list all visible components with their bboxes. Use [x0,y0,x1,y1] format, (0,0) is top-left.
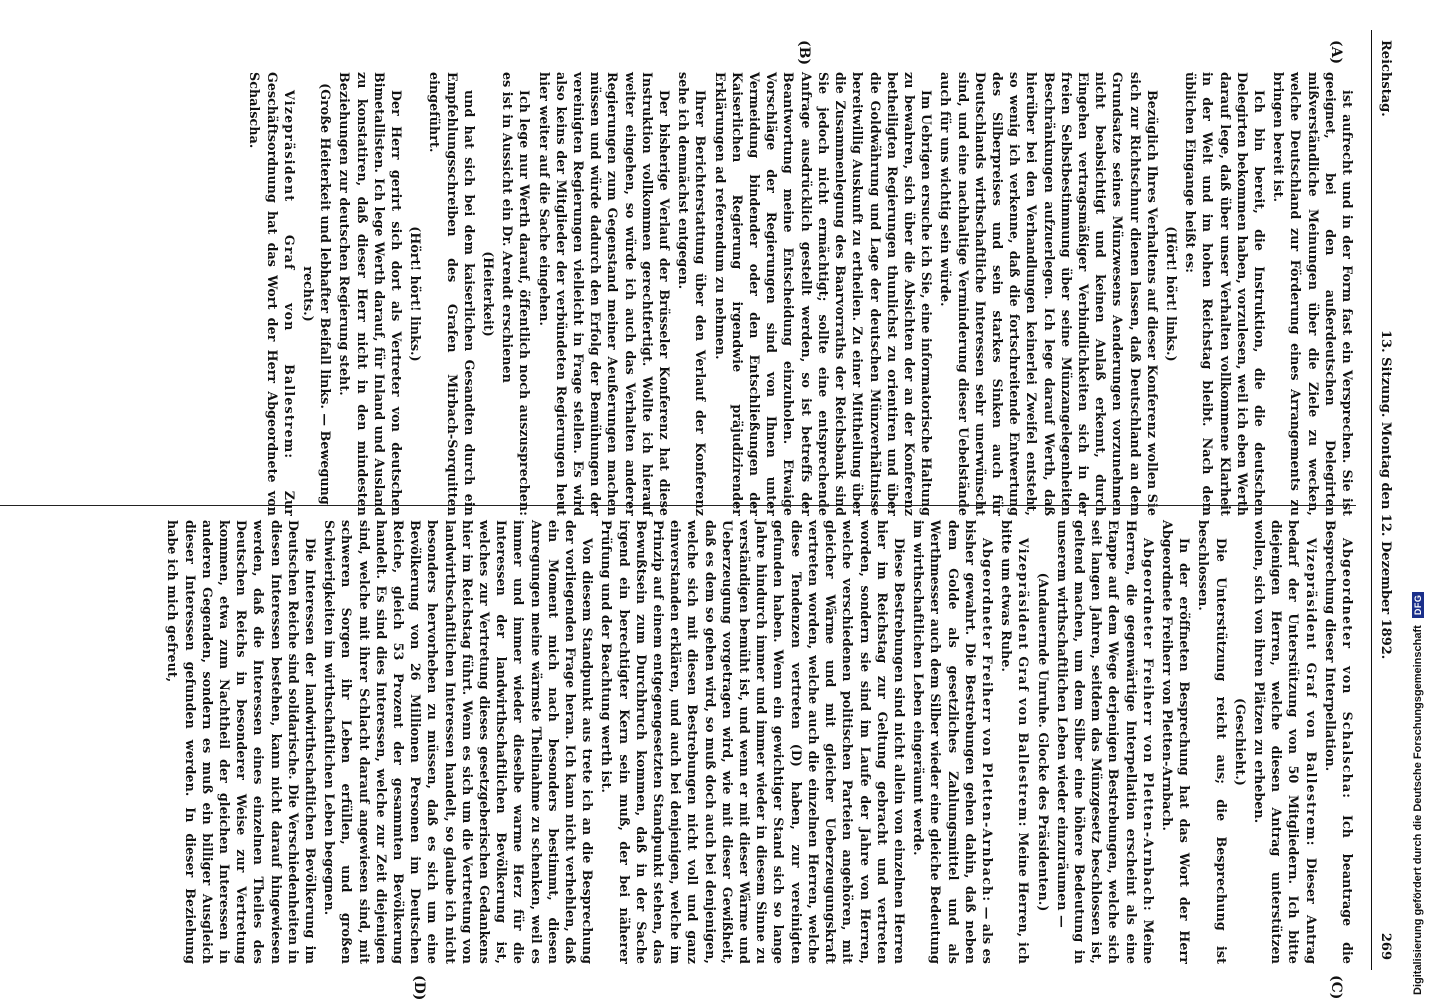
stage-direction: (Hört! hört! links.) [1163,226,1179,362]
text-paragraph: Bezüglich Ihres Verhaltens auf dieser Konferenz wollen Sie sich zur Richtschnur dienen lassen, daß Deutschland an dem Grundsatze seines Münzwesens Aenderungen vorzunehmen nicht beabsichtigt und keinen Anlaß erkennt, durch Eingehen vertragsmäßiger Verbindlichkeiten sich in der freien Selbstbestimmung über seine Münzangelegenheiten Beschränkungen aufzuerlegen. Ich lege darauf Werth, daß hierüber bei den Verhandlungen keinerlei Zweifel entsteht, so wenig ich verkenne, daß die fortschreitende Entwertung des Silberpreises und sein starkes Sinken auch für Deutschlands wirthschaftliche Interessen sehr unerwünscht sind, und eine nachhaltige Verminderung dieser Uebelstände auch für uns wichtig sein würde. [938,72,1160,516]
text-paragraph: In der eröffneten Besprechung hat das Wort der Herr Abgeordnete Freiherr von Pletten-Arnbach. [1159,520,1193,964]
speech-paragraph [998,520,1032,964]
text-paragraph: Der bisherige Verlauf der Brüsseler Konferenz hat diese Instruktion vollkommen gerechtfertigt. Wollte ich hierauf weiter eingehen, so würde ich auch das Verhalten anderer Regierungen zum Gegenstand meiner Aeußerungen machen müssen und würde dadurch den Erfolg der Bemühungen der vereinigten Regierungen vielleicht in Frage stellen. Es wird also keins der Mitglieder der verbündeten Regierungen heut hier weiter auf die Sache eingehen. [536,72,673,516]
margin-mark-d: (D) [411,975,427,1000]
text-paragraph: Diese Bestrebungen sind nicht allein von einzelnen Herren hier im Reichstag zur Geltung gebracht und vertreten worden, sondern sie sind im Laufe der Jahre von Herren, welche verschiedenen politischen Parteien angehören, mit gleicher Wärme und mit gleicher Ueberzeugungskraft vertreten worden, welche auch die einzelnen Herren, welche diese Tendenzen vertreten (D) haben, zur vereinigten gefunden haben. Wenn ein gewichtiger Stand sich so lange Jahre hindurch immer und immer wieder in diesem Sinne zu verständigen bemüht ist, und wenn er mit dieser Wärme und Ueberzeugung vorgetragen wird, wie mit dieser Gewißheit, daß es dem so gehen wird, so muß doch auch bei denjenigen, welche sich mit diesen Bestrebungen nicht voll und ganz einverstanden erklären, und auch bei denjenigen, welche im Prinzip auf einem entgegengesetzten Standpunkt stehen, das Bewußtsein zum Durchbruch kommen, daß in der Sache irgend ein berechtigter Kern sein muß, der bei näherer Prüfung und der Beachtung werth ist. [599,520,907,964]
text-paragraph: Ich bin bereit, die Instruktion, die die deutschen Delegirten bekommen haben, vorzulesen, weil ich eben Werth darauf lege, daß über unser Verhalten vollkommene Klarheit in der Welt und im hohen Reichstag bleibt. Nach dem üblichen Eingange heißt es: [1183,72,1267,516]
header-left: Reichstag. [1378,40,1393,117]
speaker-name: Abgeordneter Freiherr von Pletten-Arnbach: [1140,538,1156,912]
speaker-name: Abgeordneter Freiherr von Pletten-Arnbach: [979,538,995,903]
speech-text: Zur Geschäftsordnung hat das Wort der Herr Abgeordnete von Schalscha. [247,72,297,516]
speaker-name: Vizepräsident Graf von Ballestrem: [281,90,297,460]
speech-paragraph [246,72,298,516]
speech-text: Meine Herren, ich bitte um etwas Ruhe. [999,520,1032,964]
margin-mark-a: (A) [1328,40,1344,65]
text-paragraph: Die Interessen der landwirthschaftlichen Bevölkerung im Deutschen Reiche sind solidarische. Die Verschiedenheiten in diesen Interessen bestehen, kann nicht darauf hingewiesen werden, daß die Interessen eines einzelnen Theiles des Deutschen Reichs in besonderer Weise zur Vertretung kommen, etwa zum Nachtheil der gleichen Interessen in anderen Gegenden, sondern es muß ein billiger Ausgleich dieser Interessen gefunden werden. In dieser Beziehung habe ich mich gefreut, [165,520,319,964]
digitization-note-text: Digitalisierung gefördert durch die Deutsche Forschungsgemeinschaft [1412,625,1424,995]
stage-direction: (Große Heiterkeit und lebhafter Beifall links. — Bewegung rechts.) [301,83,334,505]
speaker-name: Vizepräsident Graf von Ballestrem: [1016,538,1032,828]
right-column [162,520,1356,964]
column-divider [0,505,1356,506]
speech-text: Dieser Antrag bedarf der Unterstützung von 50 Mitgliedern. Ich bitte diejenigen Herren, welche diesen Antrag unterstützen wollen, sich von ihren Plätzen zu erheben. [1251,520,1319,964]
speech-paragraph [1322,520,1356,964]
page-header [1371,30,1402,970]
digitization-note [1412,592,1424,995]
text-paragraph: Von diesem Standpunkt aus trete ich an die Besprechung der vorliegenden Frage heran. Ich kann nicht verhehlen, daß ein Moment mich nach besonders bestimmt, diesen Anregungen meine wärmste Theilnahme zu schenken, weil es immer und immer wieder dieselbe warme Herz für die Interessen der landwirthschaftlichen Bevölkerung ist, welches zur Vertretung dieses gesetzgeberischen Gedankens hier im Reichstag führt. Wenn es sich um die Vertretung von landwirthschaftlichen Interessen handelt, so glaube ich nicht besonders hervorheben zu müssen, daß es sich um eine Bevölkerung von 26 Millionen Personen im Deutschen Reiche, gleich 53 Prozent der gesammten Bevölkerung handelt. Es sind dies Interessen, welche zur Zeit diejenigen sind, welche mit ihrer Schlacht darauf angewiesen sind, mit schweren Sorgen ihr Leben erfüllen, und großen Schwierigkeiten im wirthschaftlichen Leben begegnen. [322,520,596,964]
text-paragraph: ist aufrecht und in der Form fast ein Versprechen. Sie ist geeignet, bei den außerdeutschen Delegirten mißverständliche Meinungen über die Ziele zu wecken, welche Deutschland zur Förderung eines Arrangements zu bringen bereit ist. [1271,72,1355,516]
speech-text: Meine Herren, die gegenwärtige Interpellation erscheint als eine Etappe auf dem Wege derjenigen Bestrebungen, welche sich seit langen Jahren, seitdem das Münzgesetz beschlossen ist, geltend machen, um dem Silber eine höhere Bedeutung in unserem wirthschaftlichen Leben wieder einzuräumen — [1054,520,1156,964]
speech-paragraph [910,520,996,964]
text-paragraph: Ich lege nur Werth darauf, öffentlich noch auszusprechen: es ist in Aussicht ein Dr. Arendt erschienen [500,72,533,516]
text-paragraph: und hat sich bei dem kaiserlichen Gesandten durch ein Empfehlungsschreiben des Grafen Mirbach-Sorquitten eingeführt. [427,72,477,516]
speech-paragraph [1251,520,1320,964]
margin-mark-c: (C) [1328,975,1344,1000]
text-paragraph: Im Uebrigen ersuche ich Sie, eine informatorische Haltung zu bewahren, sich über die Absichten der an der Konferenz betheiligten Regierungen thunlichst zu orientiren und über die Goldwährung und Lage der deutschen Münzverhältnisse bereitwillig Auskunft zu ertheilen. Zu einer Mittheilung über die Zusammenlegung des Baarvorraths der Reichsbank sind Sie jedoch nicht ermächtigt; sollte eine entsprechende Anfrage ausdrücklich gestellt werden, so ist betreffs der Beantwortung meine Entscheidung einzuholen. Etwaige Vorschläge der Regierungen sind von Ihnen unter Vermeidung bindender oder den Entschließungen der Kaiserlichen Regierung irgendwie präjudizirender Erklärungen ad referendum zu nehmen. [712,72,935,516]
stage-direction: (Heiterkeit) [481,251,497,337]
stage-direction: (Geschieht.) [1232,698,1248,786]
text-paragraph: Die Unterstützung reicht aus; die Besprechung ist beschlossen. [1196,520,1229,964]
text-paragraph: Der Herr gerirt sich dort als Vertreter von deutschen Bimetallisten. Ich lege Werth darauf, für Inland und Ausland zu konstatiren, daß dieser Herr nicht in den mindesten Beziehungen zur deutschen Regierung steht. [337,72,405,516]
page-number: 269 [1378,932,1393,960]
speech-text: Ich beantrage die Besprechung dieser Interpellation. [1322,520,1355,964]
speaker-name: Vizepräsident Graf von Ballestrem: [1303,538,1319,847]
header-center: 13. Sitzung. Montag den 12. Dezember 1892. [1378,330,1393,660]
speech-paragraph [1054,520,1157,964]
margin-mark-b: (B) [796,40,812,66]
stage-direction: (Hört! hört! links.) [408,226,424,362]
left-column [244,72,1356,516]
dfg-logo: DFG [1412,592,1424,619]
text-paragraph: Ihrer Berichterstattung über den Verlauf der Konferenz sehe ich demnächst entgegen. [676,72,709,516]
speech-text: — als es bisher gewahrt. Die Bestrebungen gehen dahin, daß neben dem Golde als gesetzliches Zahlungsmittel und als Werthmesser auch dem Silber wieder eine gleiche Bedeutung im wirthschaftlichen Leben eingeräumt werde. [911,520,995,964]
stage-direction: (Andauernde Unruhe. Glocke des Präsidenten.) [1035,572,1051,912]
speaker-name: Abgeordneter von Schalscha: [1340,538,1355,800]
